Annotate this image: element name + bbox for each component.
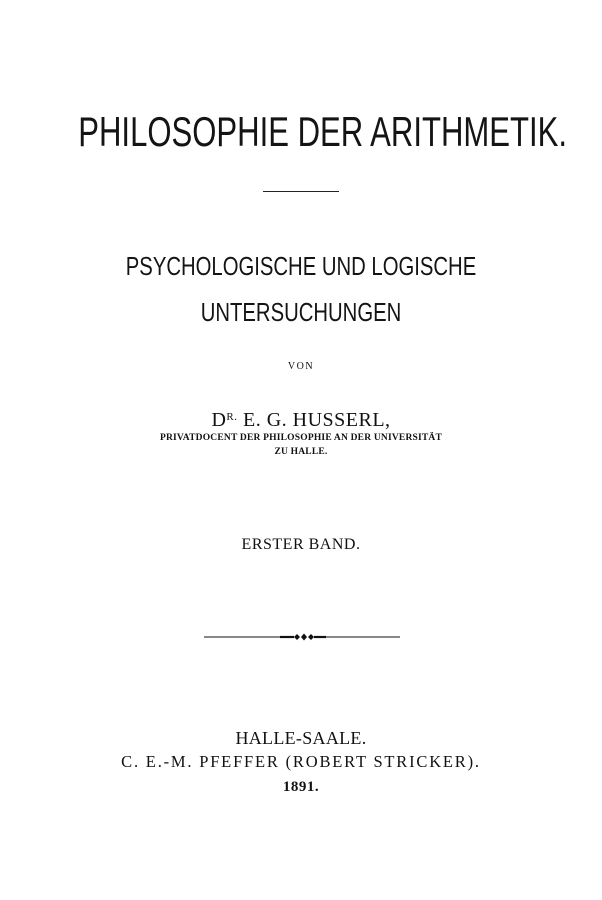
volume-label: ERSTER BAND. [241,536,361,553]
subtitle-line-1: PSYCHOLOGISCHE UND LOGISCHE [125,251,477,281]
imprint-city: HALLE-SAALE. [235,728,367,748]
author-line [0,408,602,432]
author-prefix: D [211,409,227,431]
imprint-year: 1891. [282,779,320,795]
title-rule [263,191,339,192]
affiliation-line-2: ZU HALLE. [274,447,328,457]
by-label: VON [287,361,315,372]
author-prefix-sup: R. [226,411,238,423]
ornament-rule-icon [204,629,400,645]
imprint-publisher: C. E.-M. PFEFFER (ROBERT STRICKER). [121,752,481,771]
author-name: E. G. HUSSERL, [242,409,391,431]
affiliation-line-1: PRIVATDOCENT DER PHILOSOPHIE AN DER UNIVERSITÄT [159,433,443,443]
subtitle-line-2: UNTERSUCHUNGEN [200,297,402,327]
book-title: PHILOSOPHIE DER ARITHMETIK. [78,108,568,155]
